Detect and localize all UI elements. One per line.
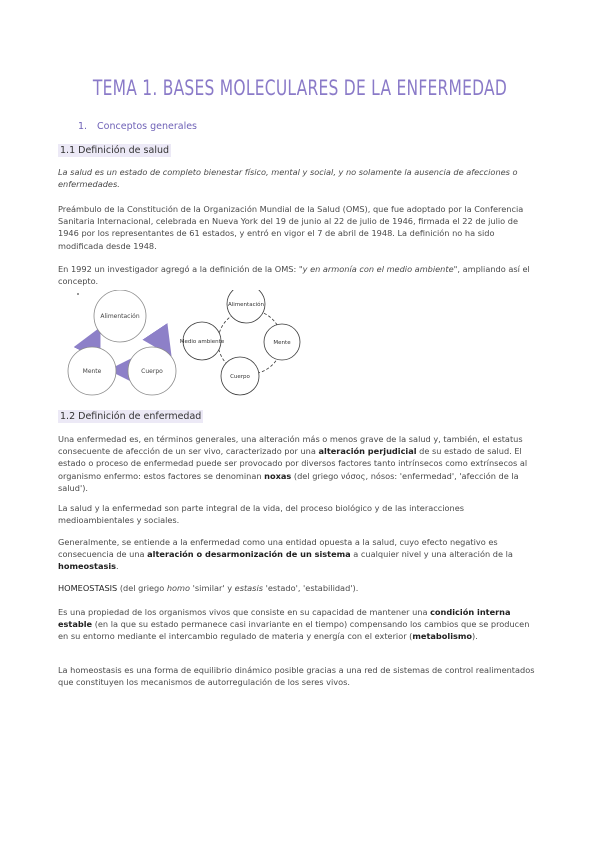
health-diagrams <box>60 290 310 400</box>
subsection-heading-enfermedad: 1.2 Definición de enfermedad <box>60 411 202 422</box>
text: (en la que su estado permanece casi invariante en el tiempo) compensando los cambios que se producen en su entorno mediante el intercambio regulado de materia y energía con el exterior ( <box>58 619 530 642</box>
text-bold: HOMEOSTASIS <box>58 583 118 593</box>
text: Una enfermedad es, en términos generales, una alteración más o menos grave de la salud y, también, el estatus consecuente de afección de un ser vivo, caracterizado por una <box>58 434 523 457</box>
text-bold: condición interna estable <box>58 607 511 630</box>
text: En 1992 un investigador agregó a la definición de la OMS: " <box>58 264 303 274</box>
text-italic: y en armonía con el medio ambiente <box>302 264 454 274</box>
paragraph-generalmente <box>58 536 540 573</box>
text: . <box>116 561 119 572</box>
text-bold: noxas <box>264 470 292 481</box>
text-italic: homo <box>166 583 191 593</box>
label-cuerpo: Cuerpo <box>141 368 163 375</box>
text: Es una propiedad de los organismos vivos que consiste en su capacidad de mantener una <box>58 607 431 617</box>
paragraph-enfermedad <box>58 433 540 494</box>
section-heading <box>78 121 197 132</box>
paragraph-salud-enfermedad: La salud y la enfermedad son parte integral de la vida, del proceso biológico y de las interacciones medioambientales y sociales. <box>58 503 464 526</box>
salud-quote: La salud es un estado de completo bienestar físico, mental y social, y no solamente la ausencia de afecciones o enfermedades. <box>58 167 518 190</box>
text-bold: homeostasis <box>58 561 117 572</box>
diagram-triangle <box>68 290 176 395</box>
text-bold: alteración perjudicial <box>318 446 417 457</box>
text: 'similar' y <box>190 583 235 593</box>
text: (del griego <box>117 583 167 593</box>
paragraph-homeostasis-term <box>58 582 540 594</box>
label-alimentacion: Alimentación <box>100 313 140 320</box>
paragraph-definicion-salud <box>58 166 540 190</box>
paragraph-preambulo: Preámbulo de la Constitución de la Organización Mundial de la Salud (OMS), que fue adoptado por la Conferencia Sanitaria Internacional, celebrada en Nueva York del 19 de junio al 22 de julio de 1946, firmada el 22 de julio de 1946 por los representantes de 61 estados, y entró en vigor el 7 de abril de 1948. La definición no ha sido modificada desde 1948. <box>58 204 524 251</box>
arrow-3 <box>90 336 96 348</box>
arrow-1 <box>158 336 166 348</box>
paragraph-1992 <box>58 263 540 287</box>
diagram-cycle <box>180 290 300 395</box>
label-mente-2: Mente <box>273 340 291 346</box>
label-medio-ambiente: Medio ambiente <box>179 339 225 345</box>
paragraph-equilibrio: La homeostasis es una forma de equilibrio dinámico posible gracias a una red de sistemas de control realimentados que constituyen los mecanismos de autorregulación de los seres vivos. <box>58 665 535 688</box>
paragraph-propiedad <box>58 606 540 643</box>
text-italic: estasis <box>234 583 263 593</box>
text: ", ampliando así el concepto. <box>58 264 530 287</box>
text: ). <box>472 631 478 642</box>
text: 'estado', 'estabilidad'). <box>263 583 359 593</box>
label-alimentacion-2: Alimentación <box>228 302 264 308</box>
text: (del griego νόσος, nósos: 'enfermedad', 'afección de la salud'). <box>58 470 519 493</box>
section-number: 1. <box>78 121 88 132</box>
subsection-heading-salud: 1.1 Definición de salud <box>60 145 170 156</box>
label-mente: Mente <box>82 368 102 375</box>
section-label: Conceptos generales <box>97 121 198 132</box>
text: de su estado de salud. El estado o proceso de enfermedad puede ser provocado por diversos factores tanto intrínsecos como extrínsecos al organismo enfermo: estos factores se denominan <box>58 446 528 481</box>
text-bold: alteración o desarmonización de un sistema <box>147 549 351 560</box>
label-cuerpo-2: Cuerpo <box>230 374 250 380</box>
text: Generalmente, se entiende a la enfermedad como una entidad opuesta a la salud, cuyo efecto negativo es consecuencia de una <box>58 537 498 560</box>
page-title: TEMA 1. BASES MOLECULARES DE LA ENFERMEDAD <box>92 76 508 100</box>
text-bold: metabolismo <box>412 631 473 642</box>
text: a cualquier nivel y una alteración de la <box>350 549 513 560</box>
